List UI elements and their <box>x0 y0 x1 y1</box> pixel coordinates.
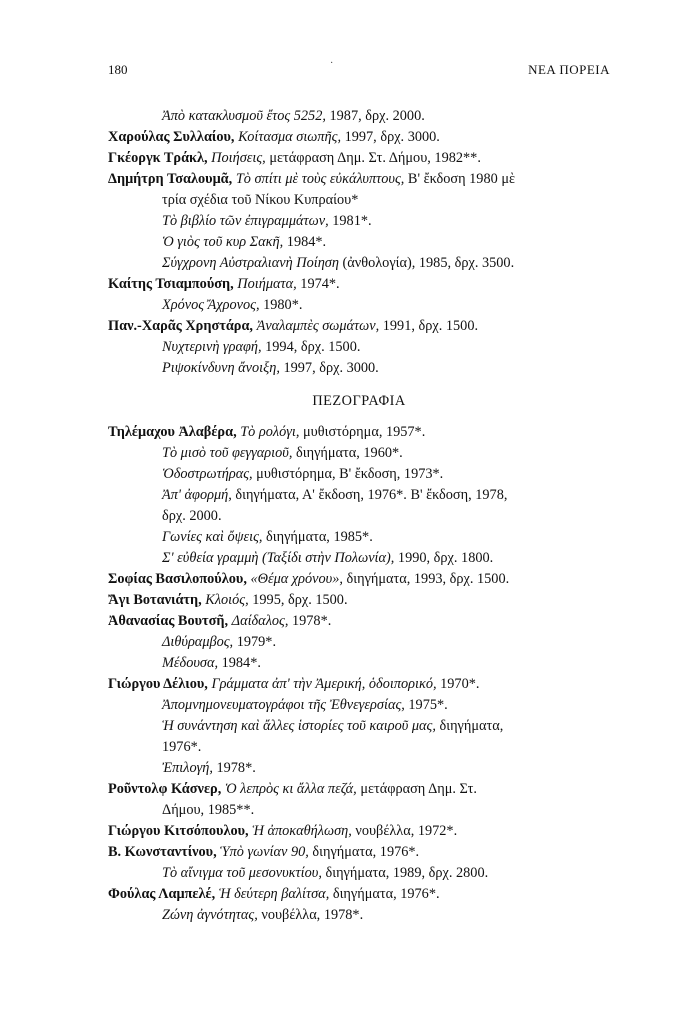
work-title: Σ' εὐθεία γραμμὴ (Ταξίδι στὴν Πολωνία), <box>162 550 395 566</box>
work-title: Ἀναλαμπὲς σωμάτων, <box>256 318 380 334</box>
entry-line <box>108 148 610 169</box>
work-title: Γράμματα ἀπ' τὴν Ἀμερική, ὁδοιπορικό, <box>211 676 437 692</box>
entry-text: διηγήματα, 1960*. <box>292 445 403 461</box>
entry-text: 1997, δρχ. 3000. <box>341 129 440 145</box>
entry-continuation-line <box>108 653 610 674</box>
entry-continuation-line <box>108 232 610 253</box>
work-title: «Θέμα χρόνου», <box>250 571 343 587</box>
entry-text: 1991, δρχ. 1500. <box>379 318 479 334</box>
entry-continuation-line <box>108 190 610 211</box>
author-name: Τηλέμαχου Ἀλαβέρα, <box>108 424 237 440</box>
entry-line <box>108 884 610 905</box>
entry-line <box>108 590 610 611</box>
entry-text: μετάφραση Δημ. Στ. Δήμου, 1982**. <box>265 150 481 166</box>
work-title: Ἡ συνάντηση καὶ ἄλλες ἱστορίες τοῦ καιροῦ μας, <box>162 718 436 734</box>
entry-text: διηγήματα, 1985*. <box>262 529 373 545</box>
entry-line <box>108 569 610 590</box>
entry-continuation-line <box>108 695 610 716</box>
entry-text: 1978*. <box>288 613 332 629</box>
entry-text: 1979*. <box>233 634 277 650</box>
work-title: Ἡ ἀποκαθήλωση, <box>252 823 352 839</box>
work-title: Ὁ λεπρὸς κι ἄλλα πεζά, <box>224 781 357 797</box>
entry-continuation-line <box>108 716 610 737</box>
entry-text: τρία σχέδια τοῦ Νίκου Κυπραίου* <box>162 192 359 208</box>
work-title: Ποιήματα, <box>237 276 297 292</box>
entry-text: μυθιστόρημα, 1957*. <box>299 424 426 440</box>
work-title: Μέδουσα, <box>162 655 219 671</box>
entry-continuation-line <box>108 211 610 232</box>
author-name: Ροῦντολφ Κάσνερ, <box>108 781 222 797</box>
entry-continuation-line <box>108 863 610 884</box>
section-heading <box>108 391 610 412</box>
entry-text: 1984*. <box>218 655 261 671</box>
entry-continuation-line <box>108 800 610 821</box>
entry-text: 1987, δρχ. 2000. <box>325 108 425 124</box>
work-title: Τὸ βιβλίο τῶν ἐπιγραμμάτων, <box>162 213 329 229</box>
entry-text: διηγήματα, 1993, δρχ. 1500. <box>342 571 510 587</box>
work-title: Δαίδαλος, <box>231 613 289 629</box>
entry-text: 1984*. <box>283 234 327 250</box>
entry-continuation-line <box>108 464 610 485</box>
entry-line <box>108 316 610 337</box>
entry-continuation-line <box>108 106 610 127</box>
work-title: Ἀπὸ κατακλυσμοῦ ἔτος 5252, <box>162 108 326 124</box>
entry-text: δρχ. 2000. <box>162 508 222 524</box>
work-title: Τὸ ρολόγι, <box>240 424 300 440</box>
entry-text: διηγήματα, Α' ἔκδοση, 1976*. Β' ἔκδοση, 1978, <box>231 487 508 503</box>
work-title: Χρόνος Ἄχρονος, <box>162 297 260 313</box>
work-title: Ἐπιλογή, <box>162 760 213 776</box>
entry-text: 1970*. <box>436 676 480 692</box>
author-name: Γιώργου Κιτσόπουλου, <box>108 823 249 839</box>
entry-text: 1978*. <box>212 760 256 776</box>
entry-text: 1994, δρχ. 1500. <box>261 339 361 355</box>
author-name: Σοφίας Βασιλοπούλου, <box>108 571 247 587</box>
page-number: 180 <box>108 62 128 77</box>
work-title: Ἡ δεύτερη βαλίτσα, <box>218 886 330 902</box>
entry-continuation-line <box>108 295 610 316</box>
author-name: Δημήτρη Τσαλουμᾶ, <box>108 171 233 187</box>
entry-continuation-line <box>108 337 610 358</box>
work-title: Κλοιός, <box>205 592 249 608</box>
entry-text: ΠΕΖΟΓΡΑΦΙΑ <box>312 393 406 409</box>
work-title: Ὁδοστρωτήρας, <box>162 466 253 482</box>
entry-continuation-line <box>108 485 610 506</box>
author-name: Ἄγι Βοτανιάτη, <box>108 592 202 608</box>
entry-continuation-line <box>108 443 610 464</box>
entry-continuation-line <box>108 632 610 653</box>
entry-text: 1997, δρχ. 3000. <box>279 360 379 376</box>
work-title: Ζώνη ἀγνότητας, <box>162 907 258 923</box>
author-name: Καίτης Τσιαμπούση, <box>108 276 234 292</box>
entry-line <box>108 127 610 148</box>
entry-continuation-line <box>108 506 610 527</box>
work-title: Ὁ γιὸς τοῦ κυρ Σακῆ, <box>162 234 284 250</box>
work-title: Ἀπομνημονευματογράφοι τῆς Ἐθνεγερσίας, <box>162 697 405 713</box>
author-name: Γιώργου Δέλιου, <box>108 676 208 692</box>
entry-text: Δήμου, 1985**. <box>162 802 255 818</box>
entry-text: διηγήματα, 1989, δρχ. 2800. <box>321 865 489 881</box>
entry-continuation-line <box>108 737 610 758</box>
entry-continuation-line <box>108 527 610 548</box>
work-title: Τὸ μισὸ τοῦ φεγγαριοῦ, <box>162 445 293 461</box>
entry-text: 1974*. <box>296 276 340 292</box>
work-title: Ριψοκίνδυνη ἄνοιξη, <box>162 360 280 376</box>
page-header <box>108 58 610 80</box>
work-title: Ἀπ' ἀφορμή, <box>162 487 232 503</box>
entry-line <box>108 674 610 695</box>
author-name: Χαρούλας Συλλαίου, <box>108 129 235 145</box>
work-title: Ποιήσεις, <box>211 150 266 166</box>
author-name: Παν.-Χαρᾶς Χρηστάρα, <box>108 318 254 334</box>
work-title: Κοίτασμα σιωπῆς, <box>238 129 342 145</box>
entry-line <box>108 611 610 632</box>
entry-line <box>108 169 610 190</box>
entry-continuation-line <box>108 905 610 926</box>
entry-text: νουβέλλα, 1978*. <box>257 907 364 923</box>
entry-continuation-line <box>108 253 610 274</box>
work-title: Γωνίες καὶ ὄψεις, <box>162 529 263 545</box>
entry-text: 1981*. <box>328 213 372 229</box>
header-dot-mark: · <box>330 58 334 69</box>
entry-text: διηγήματα, 1976*. <box>329 886 440 902</box>
work-title: Τὸ σπίτι μὲ τοὺς εὐκάλυπτους, <box>235 171 405 187</box>
journal-title: ΝΕΑ ΠΟΡΕΙΑ <box>528 62 610 77</box>
entry-line <box>108 779 610 800</box>
work-title: Τὸ αἴνιγμα τοῦ μεσονυκτίου, <box>162 865 322 881</box>
entry-line <box>108 842 610 863</box>
author-name: Φούλας Λαμπελέ, <box>108 886 216 902</box>
entry-text: 1995, δρχ. 1500. <box>248 592 348 608</box>
author-name: Ἀθανασίας Βουτσῆ, <box>108 613 229 629</box>
entry-text: 1976*. <box>162 739 202 755</box>
work-title: Νυχτερινὴ γραφή, <box>162 339 262 355</box>
work-title: Διθύραμβος, <box>162 634 234 650</box>
entry-line <box>108 274 610 295</box>
entry-text: μετάφραση Δημ. Στ. <box>356 781 477 797</box>
entry-text: 1990, δρχ. 1800. <box>394 550 494 566</box>
entry-text: διηγήματα, <box>435 718 504 734</box>
author-name: Β. Κωνσταντίνου, <box>108 844 217 860</box>
entry-text: νουβέλλα, 1972*. <box>351 823 458 839</box>
entry-line <box>108 422 610 443</box>
author-name: Γκέοργκ Τράκλ, <box>108 150 208 166</box>
entry-continuation-line <box>108 548 610 569</box>
bibliography-listing <box>108 106 610 926</box>
work-title: Σύγχρονη Αὐστραλιανὴ Ποίηση <box>162 255 339 271</box>
entry-text: 1980*. <box>259 297 303 313</box>
entry-continuation-line <box>108 358 610 379</box>
entry-text: (ἀνθολογία), 1985, δρχ. 3500. <box>338 255 515 271</box>
entry-continuation-line <box>108 758 610 779</box>
entry-line <box>108 821 610 842</box>
work-title: Ὑπὸ γωνίαν 90, <box>220 844 309 860</box>
entry-text: Β' ἔκδοση 1980 μὲ <box>404 171 515 187</box>
entry-text: διηγήματα, 1976*. <box>308 844 420 860</box>
entry-text: μυθιστόρημα, Β' ἔκδοση, 1973*. <box>252 466 444 482</box>
entry-text: 1975*. <box>404 697 448 713</box>
